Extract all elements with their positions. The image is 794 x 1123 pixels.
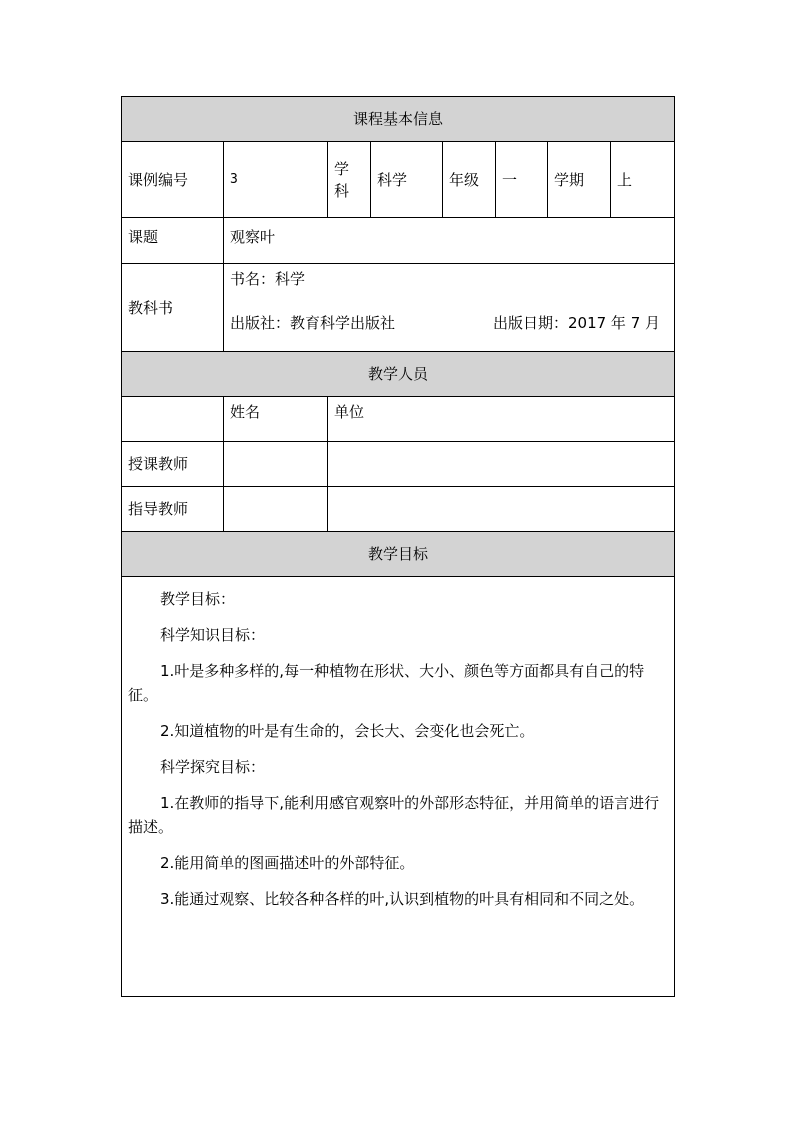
knowledge-goal-2: 2.知道植物的叶是有生命的，会长大、会变化也会死亡。 [160, 722, 535, 740]
grade-label: 年级 [443, 142, 496, 218]
inquiry-goal-2: 2.能用简单的图画描述叶的外部特征。 [160, 854, 415, 872]
subject-label-cell [328, 142, 371, 218]
advisor-unit-cell [328, 487, 675, 532]
textbook-label: 教科书 [122, 264, 224, 352]
subject-value: 科学 [371, 142, 443, 218]
inquiry-goal-3: 3.能通过观察、比较各种各样的叶,认识到植物的叶具有相同和不同之处。 [160, 890, 645, 908]
publication-date: 出版日期：2017 年 7 月 [492, 314, 661, 332]
knowledge-goals-heading: 科学知识目标： [160, 626, 266, 644]
publisher-row [224, 312, 674, 334]
case-number-value: 3 [224, 142, 328, 218]
advisor-name-cell [224, 487, 328, 532]
term-value: 上 [611, 142, 675, 218]
topic-value: 观察叶 [224, 218, 675, 264]
goals-heading: 教学目标： [160, 590, 236, 608]
case-number-label: 课例编号 [122, 142, 224, 218]
inquiry-goals-heading: 科学探究目标： [160, 758, 266, 776]
subject-label: 学科 [334, 159, 350, 200]
knowledge-goal-1: 1.叶是多种多样的,每一种植物在形状、大小、颜色等方面都具有自己的特征。 [128, 662, 645, 704]
term-label: 学期 [548, 142, 611, 218]
section-header-goals: 教学目标 [122, 532, 675, 577]
grade-value: 一 [496, 142, 548, 218]
name-column-header: 姓名 [224, 397, 328, 442]
publisher: 出版社：教育科学出版社 [230, 314, 396, 332]
unit-column-header: 单位 [328, 397, 675, 442]
course-info-form [121, 96, 674, 997]
advisor-label: 指导教师 [122, 487, 224, 532]
staff-corner-cell [122, 397, 224, 442]
teacher-label: 授课教师 [122, 442, 224, 487]
teacher-unit-cell [328, 442, 675, 487]
topic-label: 课题 [122, 218, 224, 264]
inquiry-goal-1: 1.在教师的指导下,能利用感官观察叶的外部形态特征，并用简单的语言进行描述。 [128, 794, 660, 836]
textbook-details [224, 264, 675, 352]
teacher-name-cell [224, 442, 328, 487]
section-header-staff: 教学人员 [122, 352, 675, 397]
teaching-goals-body [122, 577, 675, 997]
book-name: 书名：科学 [230, 270, 306, 288]
section-header-basic-info: 课程基本信息 [122, 97, 675, 142]
course-info-table [121, 96, 675, 997]
